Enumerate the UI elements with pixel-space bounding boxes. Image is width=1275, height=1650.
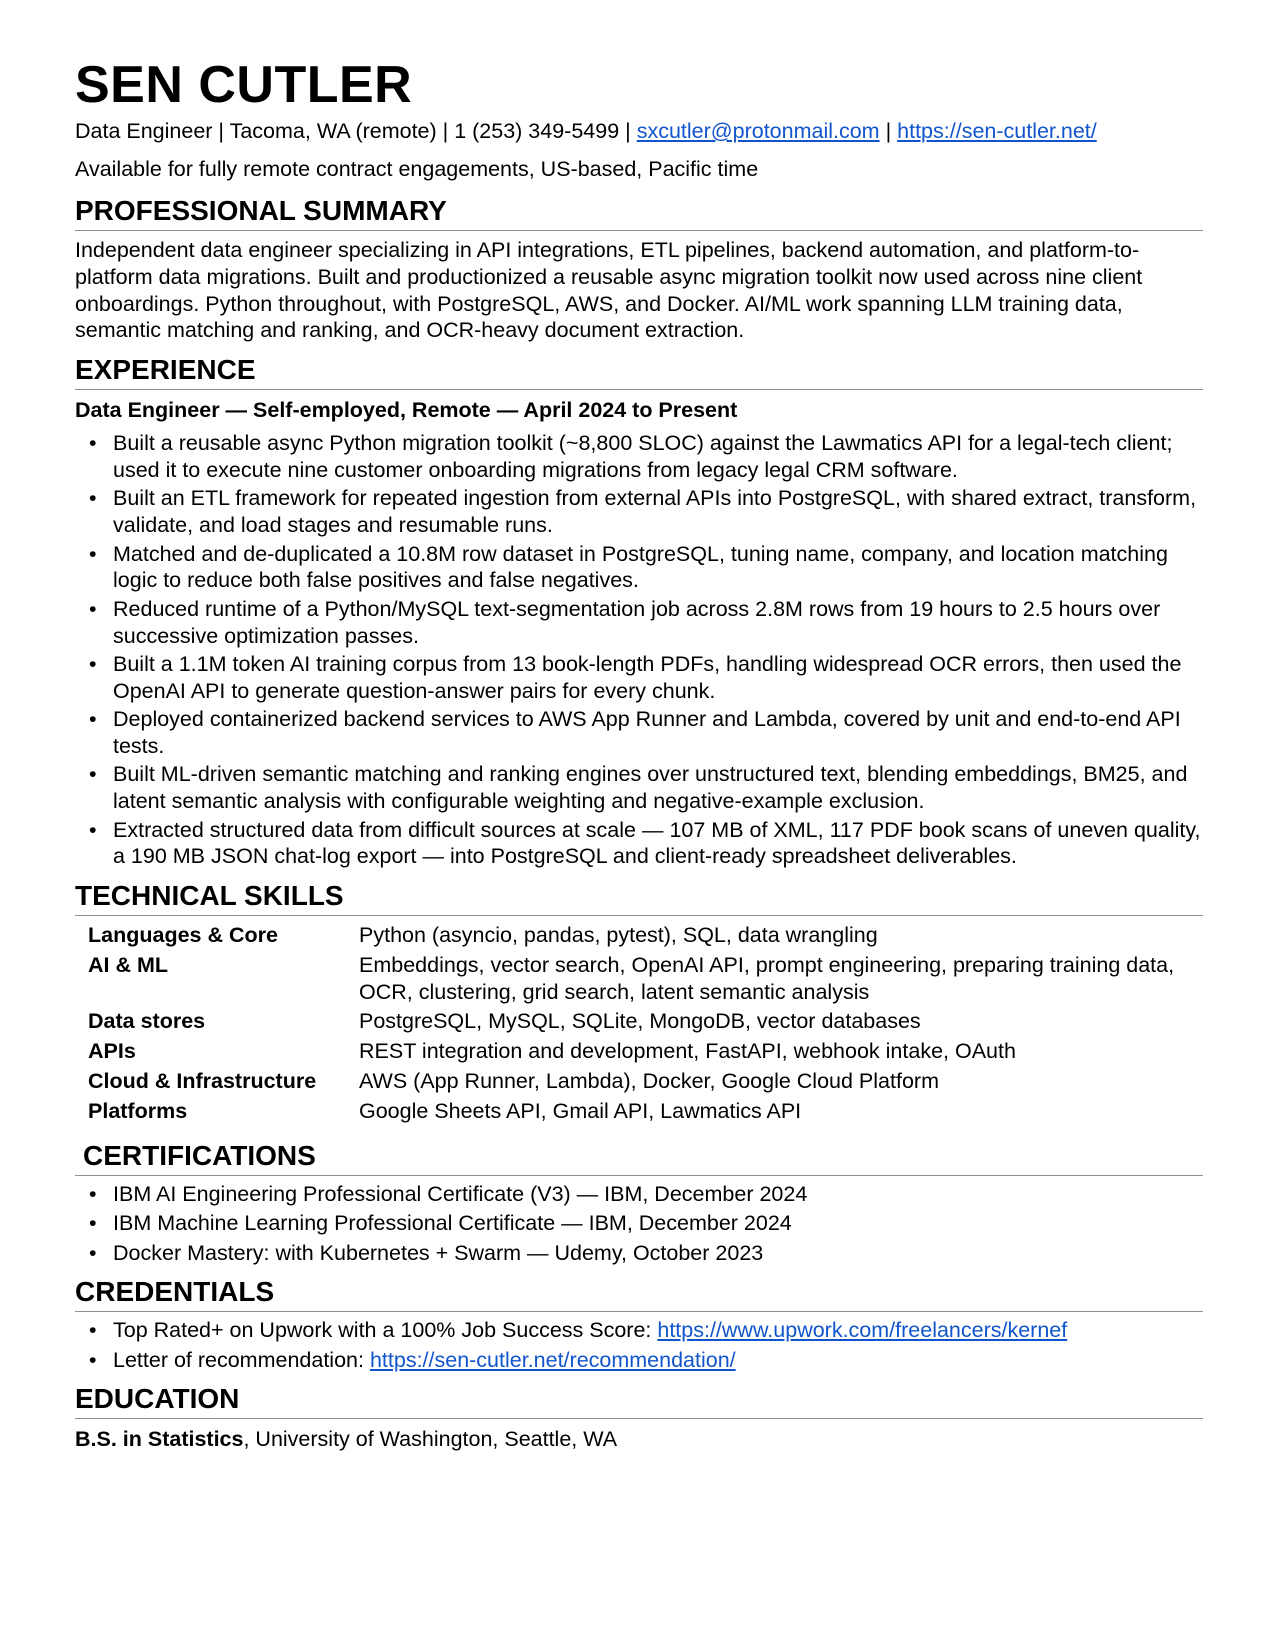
certification-item: • IBM AI Engineering Professional Certificate (V3) — IBM, December 2024: [75, 1181, 1203, 1208]
education-entry: [75, 1425, 1203, 1453]
experience-bullet: • Built an ETL framework for repeated ingestion from external APIs into PostgreSQL, with shared extract, transform, validate, and load stages and resumable runs.: [75, 485, 1203, 539]
skills-row: [88, 1008, 1189, 1038]
skill-category: Cloud & Infrastructure: [88, 1069, 317, 1094]
credential-item: [75, 1347, 1203, 1374]
email-link[interactable]: sxcutler@protonmail.com: [636, 119, 880, 143]
skill-category: Data stores: [88, 1009, 206, 1034]
credential-text: Top Rated+ on Upwork with a 100% Job Success Score:: [113, 1318, 652, 1343]
experience-list: [75, 430, 1203, 870]
contact-details: Data Engineer | Tacoma, WA (remote) | 1 (253) 349-5499 |: [75, 119, 631, 143]
certifications-list: [75, 1181, 1203, 1267]
availability-note: Available for fully remote contract engagements, US-based, Pacific time: [75, 157, 759, 181]
certifications-heading: CERTIFICATIONS: [75, 1139, 1203, 1176]
experience-bullet: • Matched and de-duplicated a 10.8M row dataset in PostgreSQL, tuning name, company, and location matching logic to reduce both false positives and false negatives.: [75, 541, 1203, 595]
education-heading: EDUCATION: [75, 1382, 1203, 1419]
skills-row: [88, 952, 1189, 1009]
certification-item: • IBM Machine Learning Professional Certificate — IBM, December 2024: [75, 1210, 1203, 1237]
credential-text: Letter of recommendation:: [113, 1347, 364, 1372]
skill-category: Platforms: [88, 1098, 188, 1123]
skill-values: Google Sheets API, Gmail API, Lawmatics API: [359, 1098, 802, 1123]
summary-text: Independent data engineer specializing in API integrations, ETL pipelines, backend automation, and platform-to-platform data migrations. Built and productionized a reusable async migration toolkit now used across nine client onboardings. Python throughout, with PostgreSQL, AWS, and Docker. AI/ML work spanning LLM training data, semantic matching and ranking, and OCR-heavy document extraction.: [75, 238, 1143, 343]
upwork-profile-link[interactable]: https://www.upwork.com/freelancers/kernef: [657, 1318, 1068, 1343]
skills-row: [88, 1068, 1189, 1098]
candidate-name: SEN CUTLER: [75, 56, 413, 114]
skills-row: [88, 1038, 1189, 1068]
skill-category: AI & ML: [88, 952, 169, 977]
website-link[interactable]: https://sen-cutler.net/: [897, 119, 1097, 143]
certification-item: • Docker Mastery: with Kubernetes + Swarm — Udemy, October 2023: [75, 1240, 1203, 1267]
contact-line: [75, 117, 1203, 145]
school: , University of Washington, Seattle, WA: [243, 1426, 618, 1451]
skills-table: [88, 922, 1189, 1128]
skills-row: [88, 1098, 1189, 1128]
recommendation-link[interactable]: https://sen-cutler.net/recommendation/: [369, 1347, 736, 1372]
experience-bullet: • Built a 1.1M token AI training corpus from 13 book-length PDFs, handling widespread OCR errors, then used the OpenAI API to generate question-answer pairs for every chunk.: [75, 651, 1203, 705]
contact-separator: |: [885, 119, 892, 143]
skill-values: Embeddings, vector search, OpenAI API, prompt engineering, preparing training data, OCR, clustering, grid search, latent semantic analysis: [359, 952, 1175, 1004]
credentials-list: [75, 1317, 1203, 1374]
experience-heading: EXPERIENCE: [75, 353, 1203, 390]
summary-heading: PROFESSIONAL SUMMARY: [75, 194, 1203, 231]
skill-values: PostgreSQL, MySQL, SQLite, MongoDB, vector databases: [359, 1009, 921, 1034]
experience-bullet: • Reduced runtime of a Python/MySQL text-segmentation job across 2.8M rows from 19 hours to 2.5 hours over successive optimization passes.: [75, 596, 1203, 650]
skill-category: APIs: [88, 1039, 136, 1064]
skills-row: [88, 922, 1189, 952]
job-title: Data Engineer — Self-employed, Remote — April 2024 to Present: [75, 398, 738, 423]
skill-category: Languages & Core: [88, 923, 278, 948]
experience-bullet: • Extracted structured data from difficult sources at scale — 107 MB of XML, 117 PDF book scans of uneven quality, a 190 MB JSON chat-log export — into PostgreSQL and client-ready spreadsheet deliverables.: [75, 817, 1203, 871]
skills-heading: TECHNICAL SKILLS: [75, 879, 1203, 916]
skill-values: REST integration and development, FastAPI, webhook intake, OAuth: [359, 1039, 1016, 1064]
experience-bullet: • Built ML-driven semantic matching and ranking engines over unstructured text, blending embeddings, BM25, and latent semantic analysis with configurable weighting and negative-example exclusion.: [75, 761, 1203, 815]
degree: B.S. in Statistics: [75, 1426, 244, 1451]
resume-page: [75, 55, 1203, 1453]
skill-values: Python (asyncio, pandas, pytest), SQL, data wrangling: [359, 923, 878, 948]
credentials-heading: CREDENTIALS: [75, 1275, 1203, 1312]
experience-bullet: • Built a reusable async Python migration toolkit (~8,800 SLOC) against the Lawmatics API for a legal-tech client; used it to execute nine customer onboarding migrations from legacy legal CRM software.: [75, 430, 1203, 484]
skill-values: AWS (App Runner, Lambda), Docker, Google Cloud Platform: [359, 1069, 939, 1094]
experience-bullet: • Deployed containerized backend services to AWS App Runner and Lambda, covered by unit and end-to-end API tests.: [75, 706, 1203, 760]
credential-item: [75, 1317, 1203, 1344]
